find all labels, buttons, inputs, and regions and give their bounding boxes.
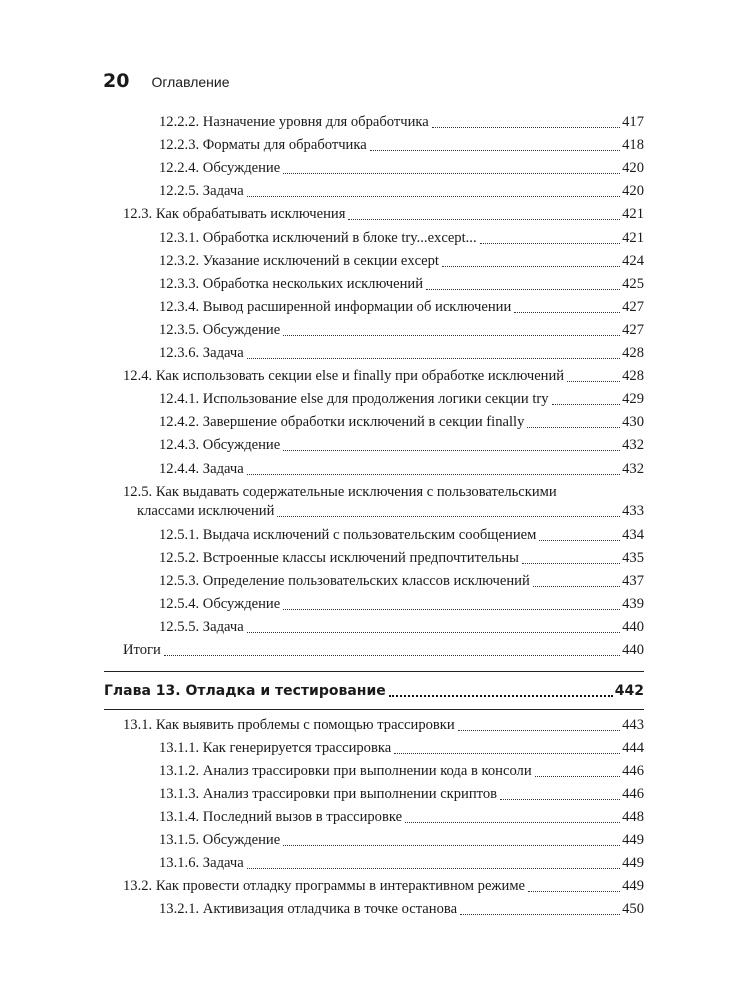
toc-entry-page: 421 [622, 206, 644, 223]
toc-entry-title: 12.4.1. Использование else для продолжения логики секции try [159, 391, 549, 408]
dot-leader [500, 799, 620, 800]
toc-entry-title: 12.3.6. Задача [159, 345, 244, 361]
toc-entry[interactable] [123, 483, 644, 521]
toc-entry-page: 432 [622, 460, 644, 477]
dot-leader [458, 730, 620, 731]
dot-leader [535, 776, 620, 777]
toc-entry-page: 449 [622, 832, 644, 848]
toc-entry-page: 446 [622, 762, 644, 779]
toc-entry-page: 430 [622, 414, 644, 431]
dot-leader [527, 427, 620, 428]
toc-entry-title: 12.5.2. Встроенные классы исключений предпочтительны [159, 549, 519, 566]
toc-entry[interactable] [159, 572, 644, 591]
toc-entry-page: 444 [622, 739, 644, 756]
toc-entry-page: 428 [622, 368, 644, 385]
toc-entry[interactable] [123, 877, 644, 896]
toc-entry-title: 12.4.4. Задача [159, 460, 244, 477]
dot-leader [283, 609, 620, 610]
chapter-rule-bottom [104, 709, 644, 710]
toc-entry-title: 13.1.3. Анализ трассировки при выполнении скриптов [159, 785, 498, 802]
toc-entry-title: 13.1.6. Задача [159, 855, 244, 872]
dot-leader [283, 335, 620, 336]
toc-entry-page: 446 [622, 785, 644, 802]
toc-entry-page: 449 [622, 878, 644, 895]
toc-entry-title: 12.5.5. Задача [159, 619, 244, 636]
dot-leader [283, 845, 620, 846]
toc-entry-page: 417 [622, 114, 644, 130]
toc-entry-page: 433 [622, 502, 644, 519]
toc-entry[interactable] [159, 136, 644, 155]
toc-entry[interactable] [159, 413, 644, 432]
toc-entry-page: 428 [622, 345, 644, 361]
toc-entry[interactable] [159, 739, 644, 758]
toc-entry[interactable] [159, 762, 644, 781]
toc-entry[interactable] [159, 595, 644, 614]
dot-leader [277, 516, 620, 517]
toc-entry-page: 432 [622, 437, 644, 454]
toc-entry-page: 449 [622, 855, 644, 872]
dot-leader [405, 822, 620, 823]
toc-entry[interactable] [123, 641, 644, 660]
dot-leader [522, 563, 620, 564]
toc-entry[interactable] [159, 298, 644, 317]
toc-entry-page: 420 [622, 160, 644, 177]
toc-entry[interactable] [159, 808, 644, 827]
toc-entry[interactable] [159, 252, 644, 271]
toc-entry[interactable] [159, 900, 644, 919]
toc-entry-title: 12.3.2. Указание исключений в секции except [159, 252, 439, 269]
toc-entry-page: 448 [622, 808, 644, 825]
toc-entry-title: 12.2.2. Назначение уровня для обработчика [159, 114, 429, 130]
dot-leader [247, 868, 620, 869]
toc-entry-page: 440 [622, 619, 644, 636]
toc-entry-title: Глава 13. Отладка и тестирование [104, 683, 386, 700]
dot-leader [528, 891, 620, 892]
toc-entry-title: 12.5. Как выдавать содержательные исключения с пользовательскими [123, 483, 557, 500]
toc-entry-page: 439 [622, 596, 644, 613]
toc-entry-page: 425 [622, 275, 644, 292]
toc-entry-page: 429 [622, 391, 644, 408]
toc-entry-title: 13.1.4. Последний вызов в трассировке [159, 808, 403, 825]
dot-leader [247, 474, 620, 475]
toc-entry[interactable] [159, 113, 644, 132]
toc-entry[interactable] [159, 321, 644, 340]
dot-leader [442, 266, 620, 267]
toc-entry-page: 434 [622, 526, 644, 543]
dot-leader [394, 753, 620, 754]
toc-entry-title: 12.3.1. Обработка исключений в блоке try...except... [159, 229, 477, 246]
toc-entry-title: 13.1.2. Анализ трассировки при выполнении кода в консоли [159, 762, 532, 779]
toc-entry-page: 421 [622, 229, 644, 246]
toc-entry-page: 427 [622, 298, 644, 315]
toc-entry[interactable] [159, 436, 644, 455]
dot-leader [283, 173, 620, 174]
toc-entry-title: 12.4.2. Завершение обработки исключений в секции finally [159, 414, 525, 431]
toc-chapter-entry[interactable] [104, 682, 644, 701]
toc-entry[interactable] [123, 205, 644, 224]
toc-entry-title: 13.2.1. Активизация отладчика в точке останова [159, 901, 458, 918]
toc-entry[interactable] [159, 390, 644, 409]
toc-entry-title: 13.2. Как провести отладку программы в интерактивном режиме [123, 878, 526, 895]
page-number: 20 [103, 70, 130, 92]
dot-leader [539, 540, 620, 541]
toc-entry[interactable] [159, 618, 644, 637]
toc-entry-title: 12.5.3. Определение пользовательских классов исключений [159, 573, 530, 589]
dot-leader [426, 289, 620, 290]
dot-leader [348, 219, 620, 220]
dot-leader [283, 450, 620, 451]
dot-leader [552, 404, 621, 405]
dot-leader [247, 632, 620, 633]
toc-entry-title-line2: классами исключений [137, 502, 275, 519]
toc-entry-page: 435 [622, 549, 644, 566]
toc-entry-page: 420 [622, 183, 644, 200]
running-head: Оглавление [151, 74, 230, 90]
toc-entry-title: 13.1. Как выявить проблемы с помощью трассировки [123, 716, 455, 733]
toc-entry-title: 12.3. Как обрабатывать исключения [123, 206, 346, 223]
toc-entry-page: 427 [622, 321, 644, 338]
toc-entry-title: Итоги [123, 642, 161, 659]
toc-entry-title: 12.3.3. Обработка нескольких исключений [159, 275, 424, 292]
toc-entry-page: 443 [622, 716, 644, 733]
toc-entry-title: 12.3.4. Вывод расширенной информации об исключении [159, 298, 512, 315]
dot-leader [247, 358, 620, 359]
toc-entry[interactable] [159, 229, 644, 248]
toc-entry-page: 437 [622, 573, 644, 589]
dot-leader [432, 127, 620, 128]
toc-entry-page: 442 [614, 683, 644, 700]
chapter-rule-top [104, 671, 644, 672]
dot-leader [567, 381, 620, 382]
toc-entry-title: 12.2.4. Обсуждение [159, 160, 281, 177]
toc-entry[interactable] [159, 275, 644, 294]
toc-entry[interactable] [159, 182, 644, 201]
toc-entry-title: 12.5.4. Обсуждение [159, 596, 281, 613]
dot-leader [460, 914, 620, 915]
toc-entry[interactable] [159, 159, 644, 178]
dot-leader [533, 586, 620, 587]
toc-entry[interactable] [159, 854, 644, 873]
toc-entry-page: 450 [622, 901, 644, 918]
page-header [103, 70, 230, 92]
dot-leader [370, 150, 620, 151]
toc-entry-title: 12.2.5. Задача [159, 183, 244, 200]
toc-entry-title: 12.2.3. Форматы для обработчика [159, 137, 367, 154]
dot-leader [164, 655, 620, 656]
dot-leader [480, 243, 621, 244]
toc-entry-page: 418 [622, 137, 644, 154]
toc-entry-page: 424 [622, 252, 644, 269]
toc-entry-page: 440 [622, 642, 644, 659]
toc-entry[interactable] [159, 831, 644, 850]
toc-entry[interactable] [123, 716, 644, 735]
toc-entry-title: 12.4.3. Обсуждение [159, 437, 281, 454]
toc-entry-title: 13.1.1. Как генерируется трассировка [159, 739, 392, 756]
toc-entry[interactable] [159, 460, 644, 479]
toc-entry[interactable] [123, 367, 644, 386]
dot-leader [389, 695, 613, 697]
toc-entry-title: 12.5.1. Выдача исключений с пользовательским сообщением [159, 526, 537, 543]
toc-entry-title: 13.1.5. Обсуждение [159, 832, 281, 848]
toc-entry[interactable] [159, 549, 644, 568]
toc-entry[interactable] [159, 785, 644, 804]
toc-entry[interactable] [159, 344, 644, 363]
dot-leader [514, 312, 620, 313]
toc-entry[interactable] [159, 526, 644, 545]
toc-entry-title: 12.3.5. Обсуждение [159, 321, 281, 338]
toc-entry-title: 12.4. Как использовать секции else и finally при обработке исключений [123, 368, 565, 385]
dot-leader [247, 196, 620, 197]
